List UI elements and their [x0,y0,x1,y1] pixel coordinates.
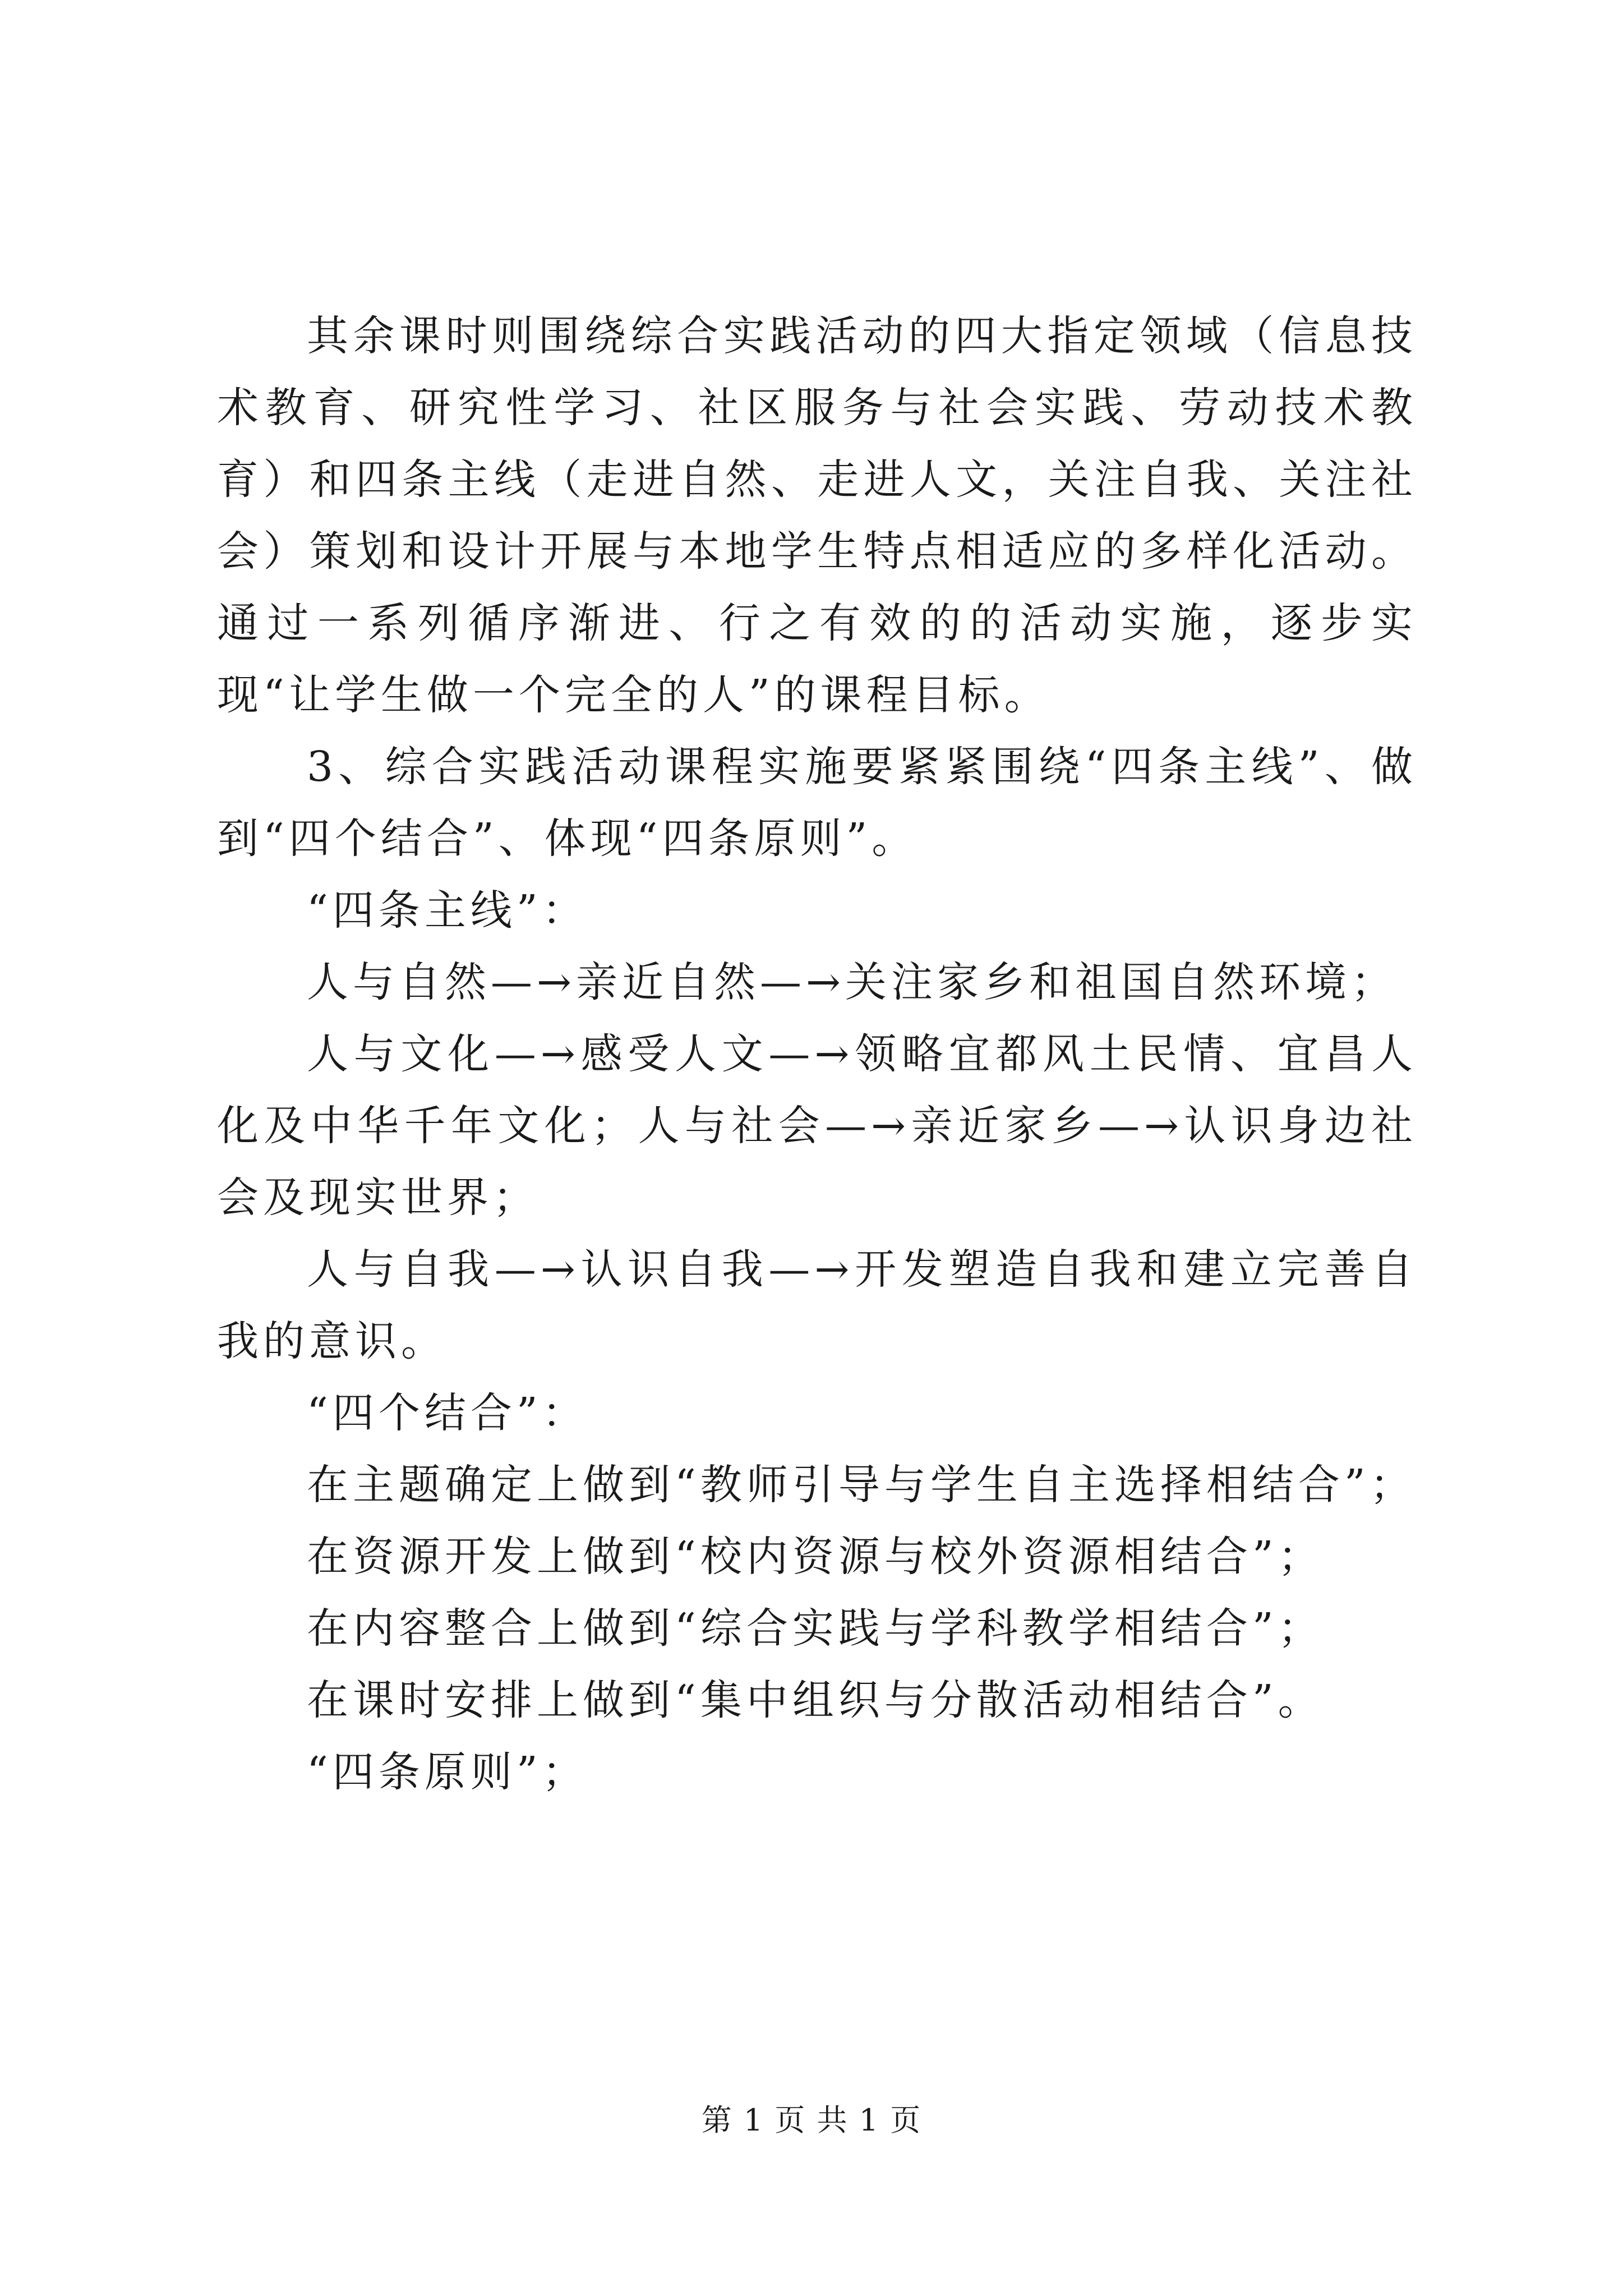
paragraph: 在资源开发上做到“校内资源与校外资源相结合”； [307,1533,1324,1581]
paragraph: 人与文化—→感受人文—→领略宜都风土民情、宜昌人化及中华千年文化；人与社会—→亲近家乡—→认识身边社会及现实世界； [217,1030,1417,1222]
section-heading: “四条原则”； [307,1748,588,1796]
paragraph: 其余课时则围绕综合实践活动的四大指定领域（信息技术教育、研究性学习、社区服务与社会实践、劳动技术教育）和四条主线（走进自然、走进人文，关注自我、关注社会）策划和设计开展与本地学生特点相适应的多样化活动。通过一系列循序渐进、行之有效的的活动实施，逐步实现“让学生做一个完全的人”的课程目标。 [217,312,1417,719]
paragraph: 在内容整合上做到“综合实践与学科教学相结合”； [307,1604,1324,1653]
paragraph: 3、综合实践活动课程实施要紧紧围绕“四条主线”、做到“四个结合”、体现“四条原则”。 [217,743,1417,863]
paragraph: 在主题确定上做到“教师引导与学生自主选择相结合”； [307,1461,1416,1509]
paragraph: 人与自我—→认识自我—→开发塑造自我和建立完善自我的意识。 [217,1245,1417,1365]
document-body [217,300,1417,1808]
paragraph: 人与自然—→亲近自然—→关注家乡和祖国自然环境； [307,958,1398,1006]
paragraph: 在课时安排上做到“集中组织与分散活动相结合”。 [307,1676,1324,1724]
section-heading: “四条主线”： [307,886,588,935]
page-footer: 第 1 页 共 1 页 [701,2102,922,2138]
section-heading: “四个结合”： [307,1389,588,1437]
